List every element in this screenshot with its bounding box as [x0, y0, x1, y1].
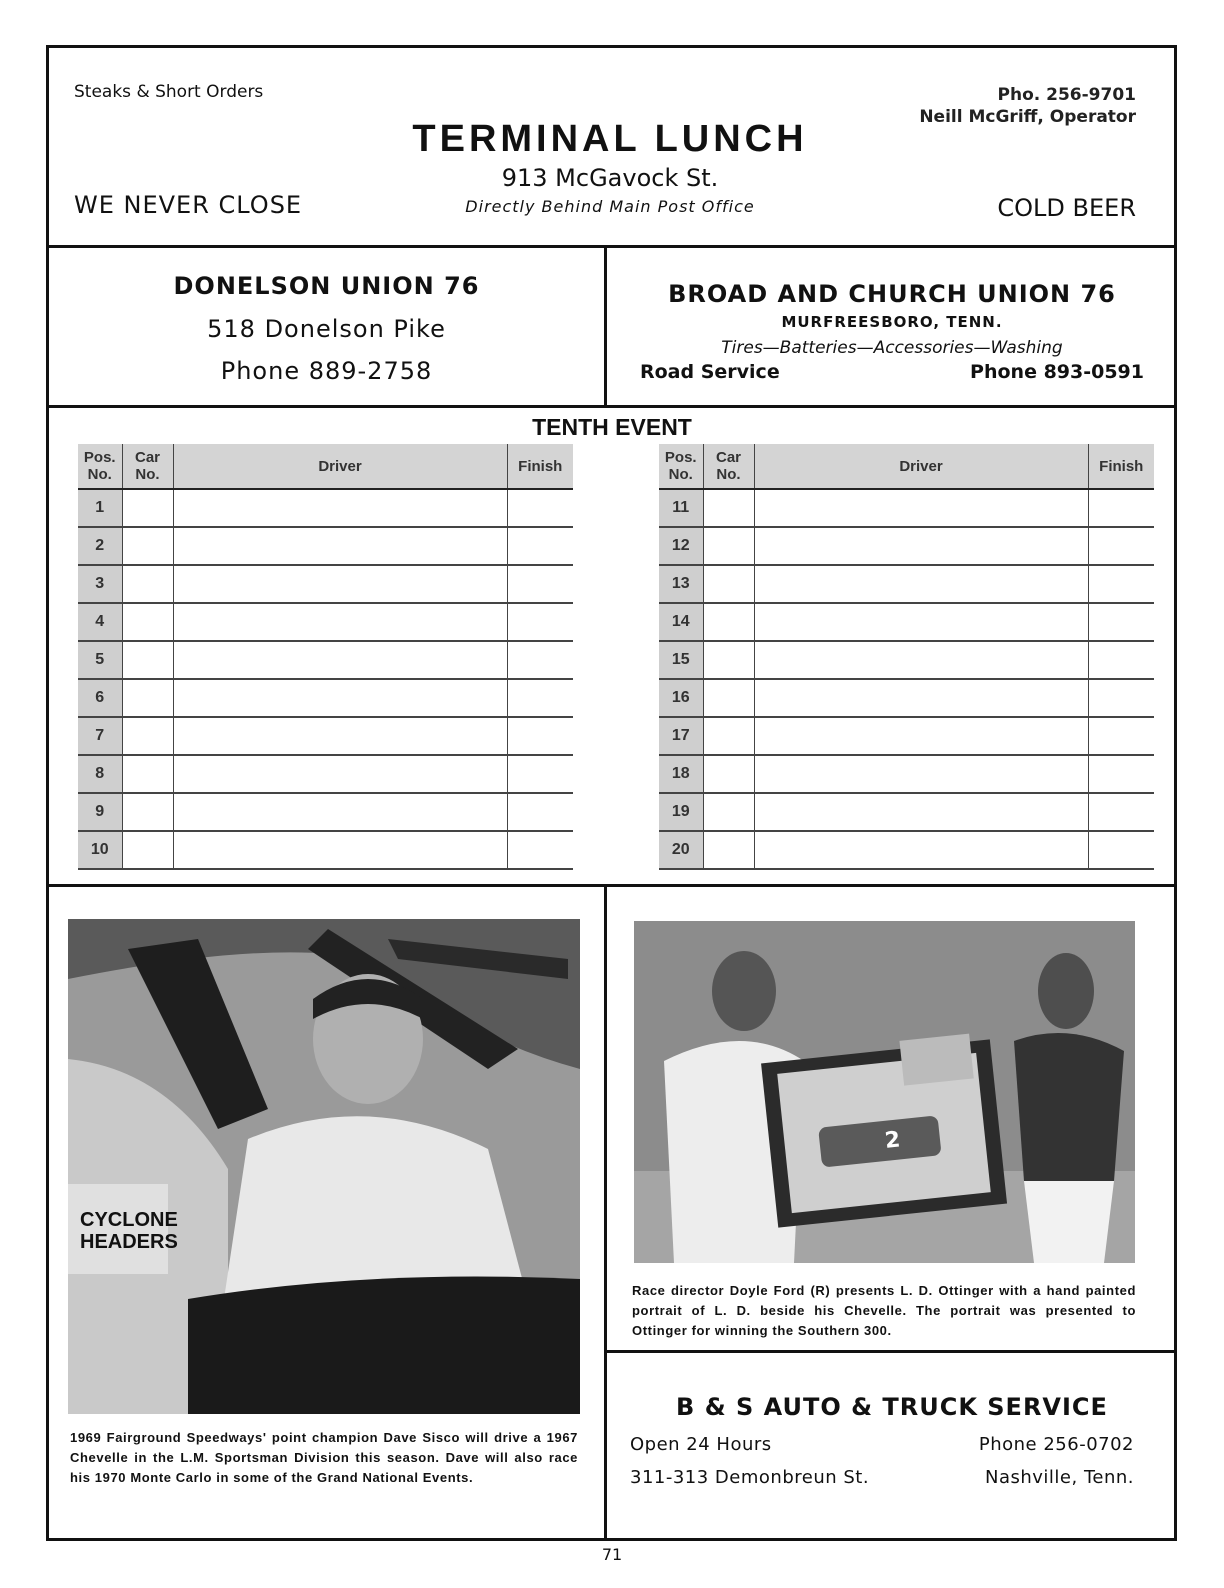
car-number-cell[interactable] — [122, 565, 173, 603]
business-address: 913 McGavock St. — [501, 164, 719, 192]
presentation-photo — [634, 921, 1135, 1263]
driver-cell[interactable] — [754, 755, 1088, 793]
driver-cell[interactable] — [173, 603, 507, 641]
car-number-cell[interactable] — [703, 831, 754, 869]
position-number: 19 — [659, 793, 703, 831]
page-number: 71 — [601, 1545, 623, 1564]
car-number-cell[interactable] — [703, 565, 754, 603]
driver-cell[interactable] — [173, 831, 507, 869]
position-number: 2 — [78, 527, 122, 565]
col-finish-header: Finish — [1088, 444, 1154, 489]
table-row — [78, 793, 573, 831]
table-row — [659, 831, 1154, 869]
divider — [46, 884, 1177, 887]
col-car-header: Car No. — [703, 444, 754, 489]
finish-cell[interactable] — [1088, 641, 1154, 679]
driver-cell[interactable] — [754, 717, 1088, 755]
driver-cell[interactable] — [754, 489, 1088, 527]
ad-left-address: 518 Donelson Pike — [207, 315, 446, 343]
position-number: 4 — [78, 603, 122, 641]
car-number-cell[interactable] — [703, 603, 754, 641]
header-left-bottom: WE NEVER CLOSE — [74, 191, 303, 219]
finish-cell[interactable] — [1088, 527, 1154, 565]
position-number: 7 — [78, 717, 122, 755]
ad-bottom-address: 311-313 Demonbreun St. — [630, 1467, 870, 1488]
finish-cell[interactable] — [1088, 565, 1154, 603]
driver-cell[interactable] — [173, 717, 507, 755]
driver-cell[interactable] — [173, 641, 507, 679]
finish-cell[interactable] — [507, 831, 573, 869]
driver-cell[interactable] — [173, 565, 507, 603]
driver-cell[interactable] — [754, 831, 1088, 869]
race-table-right — [659, 444, 1154, 870]
driver-photo-illustration — [68, 919, 580, 1414]
table-row — [659, 717, 1154, 755]
car-number-cell[interactable] — [122, 717, 173, 755]
car-number-cell[interactable] — [122, 831, 173, 869]
finish-cell[interactable] — [507, 641, 573, 679]
ad-bottom-hours: Open 24 Hours — [630, 1434, 772, 1455]
ad-right-services: Tires—Batteries—Accessories—Washing — [721, 338, 1063, 358]
car-number-cell[interactable] — [122, 489, 173, 527]
position-number: 15 — [659, 641, 703, 679]
position-number: 8 — [78, 755, 122, 793]
table-row — [659, 603, 1154, 641]
driver-cell[interactable] — [754, 793, 1088, 831]
race-table-left — [78, 444, 573, 870]
ad-left-name: DONELSON UNION 76 — [173, 272, 480, 300]
table-row — [659, 527, 1154, 565]
table-row — [78, 527, 573, 565]
finish-cell[interactable] — [507, 603, 573, 641]
car-number-cell[interactable] — [122, 603, 173, 641]
table-row — [659, 755, 1154, 793]
car-number-cell[interactable] — [703, 641, 754, 679]
car-number-cell[interactable] — [122, 793, 173, 831]
position-number: 20 — [659, 831, 703, 869]
finish-cell[interactable] — [1088, 717, 1154, 755]
presentation-photo-caption: Race director Doyle Ford (R) presents L. D. Ottinger with a hand painted portrait of L. D. beside his Chevelle. The portrait was presented to Ottinger for winning the Southern 300. — [632, 1283, 1136, 1338]
finish-cell[interactable] — [1088, 489, 1154, 527]
driver-cell[interactable] — [173, 527, 507, 565]
finish-cell[interactable] — [507, 565, 573, 603]
ad-right-city: MURFREESBORO, TENN. — [781, 313, 1003, 331]
finish-cell[interactable] — [1088, 679, 1154, 717]
driver-cell[interactable] — [754, 527, 1088, 565]
finish-cell[interactable] — [1088, 831, 1154, 869]
ad-right-road-service: Road Service — [640, 361, 780, 383]
position-number: 14 — [659, 603, 703, 641]
table-row — [78, 679, 573, 717]
presentation-photo-illustration — [634, 921, 1135, 1263]
car-number-cell[interactable] — [122, 641, 173, 679]
table-row — [659, 489, 1154, 527]
position-number: 5 — [78, 641, 122, 679]
table-row — [659, 679, 1154, 717]
driver-cell[interactable] — [754, 641, 1088, 679]
ad-bottom-city: Nashville, Tenn. — [984, 1467, 1134, 1488]
table-row — [78, 755, 573, 793]
car-number-cell[interactable] — [122, 679, 173, 717]
photo-sign-line1: CYCLONE — [80, 1209, 178, 1231]
position-number: 1 — [78, 489, 122, 527]
position-number: 18 — [659, 755, 703, 793]
finish-cell[interactable] — [507, 793, 573, 831]
portrait-car-number: 2 — [883, 1127, 902, 1154]
header-left-top: Steaks & Short Orders — [74, 82, 264, 102]
driver-cell[interactable] — [754, 565, 1088, 603]
header-phone: Pho. 256-9701 — [997, 85, 1136, 105]
finish-cell[interactable] — [1088, 793, 1154, 831]
business-direction: Directly Behind Main Post Office — [465, 197, 755, 216]
car-number-cell[interactable] — [122, 527, 173, 565]
col-pos-header: Pos. No. — [659, 444, 703, 489]
car-number-cell[interactable] — [122, 755, 173, 793]
table-row — [78, 489, 573, 527]
car-number-cell[interactable] — [703, 527, 754, 565]
header-operator: Neill McGriff, Operator — [919, 107, 1136, 127]
table-row — [78, 603, 573, 641]
position-number: 12 — [659, 527, 703, 565]
car-number-cell[interactable] — [703, 755, 754, 793]
car-number-cell[interactable] — [703, 679, 754, 717]
position-number: 9 — [78, 793, 122, 831]
driver-cell[interactable] — [173, 679, 507, 717]
car-number-cell[interactable] — [703, 489, 754, 527]
driver-cell[interactable] — [754, 603, 1088, 641]
position-number: 10 — [78, 831, 122, 869]
position-number: 16 — [659, 679, 703, 717]
position-number: 17 — [659, 717, 703, 755]
divider — [46, 405, 1177, 408]
car-number-cell[interactable] — [703, 717, 754, 755]
finish-cell[interactable] — [507, 717, 573, 755]
ad-bottom-phone: Phone 256-0702 — [978, 1434, 1134, 1455]
table-row — [78, 565, 573, 603]
driver-photo — [68, 919, 580, 1414]
header-right-bottom: COLD BEER — [997, 194, 1136, 222]
position-number: 13 — [659, 565, 703, 603]
finish-cell[interactable] — [507, 679, 573, 717]
divider — [46, 245, 1177, 248]
col-finish-header: Finish — [507, 444, 573, 489]
table-row — [78, 717, 573, 755]
divider — [604, 1350, 1177, 1353]
ad-right-phone: Phone 893-0591 — [970, 361, 1144, 383]
finish-cell[interactable] — [507, 755, 573, 793]
col-driver-header: Driver — [173, 444, 507, 489]
finish-cell[interactable] — [1088, 755, 1154, 793]
ad-bottom-name: B & S AUTO & TRUCK SERVICE — [676, 1393, 1108, 1421]
position-number: 6 — [78, 679, 122, 717]
finish-cell[interactable] — [1088, 603, 1154, 641]
table-row — [78, 831, 573, 869]
driver-cell[interactable] — [173, 489, 507, 527]
finish-cell[interactable] — [507, 527, 573, 565]
ad-left-phone: Phone 889-2758 — [220, 357, 433, 385]
driver-photo-caption: 1969 Fairground Speedways' point champion Dave Sisco will drive a 1967 Chevelle in the L.M. Sportsman Division this season. Dave will also race his 1970 Monte Carlo in some of the Grand National Events. — [70, 1430, 578, 1485]
driver-cell[interactable] — [173, 755, 507, 793]
car-number-cell[interactable] — [703, 793, 754, 831]
ad-right-name: BROAD AND CHURCH UNION 76 — [668, 280, 1116, 308]
divider — [604, 884, 607, 1540]
table-row — [659, 641, 1154, 679]
position-number: 11 — [659, 489, 703, 527]
photo-sign-line2: HEADERS — [80, 1231, 178, 1253]
driver-cell[interactable] — [754, 679, 1088, 717]
col-pos-header: Pos. No. — [78, 444, 122, 489]
finish-cell[interactable] — [507, 489, 573, 527]
table-row — [659, 565, 1154, 603]
table-row — [659, 793, 1154, 831]
col-car-header: Car No. — [122, 444, 173, 489]
photo-sign — [80, 1209, 178, 1253]
col-driver-header: Driver — [754, 444, 1088, 489]
business-title: TERMINAL LUNCH — [412, 118, 808, 160]
position-number: 3 — [78, 565, 122, 603]
table-row — [78, 641, 573, 679]
event-title: TENTH EVENT — [532, 414, 692, 440]
driver-cell[interactable] — [173, 793, 507, 831]
